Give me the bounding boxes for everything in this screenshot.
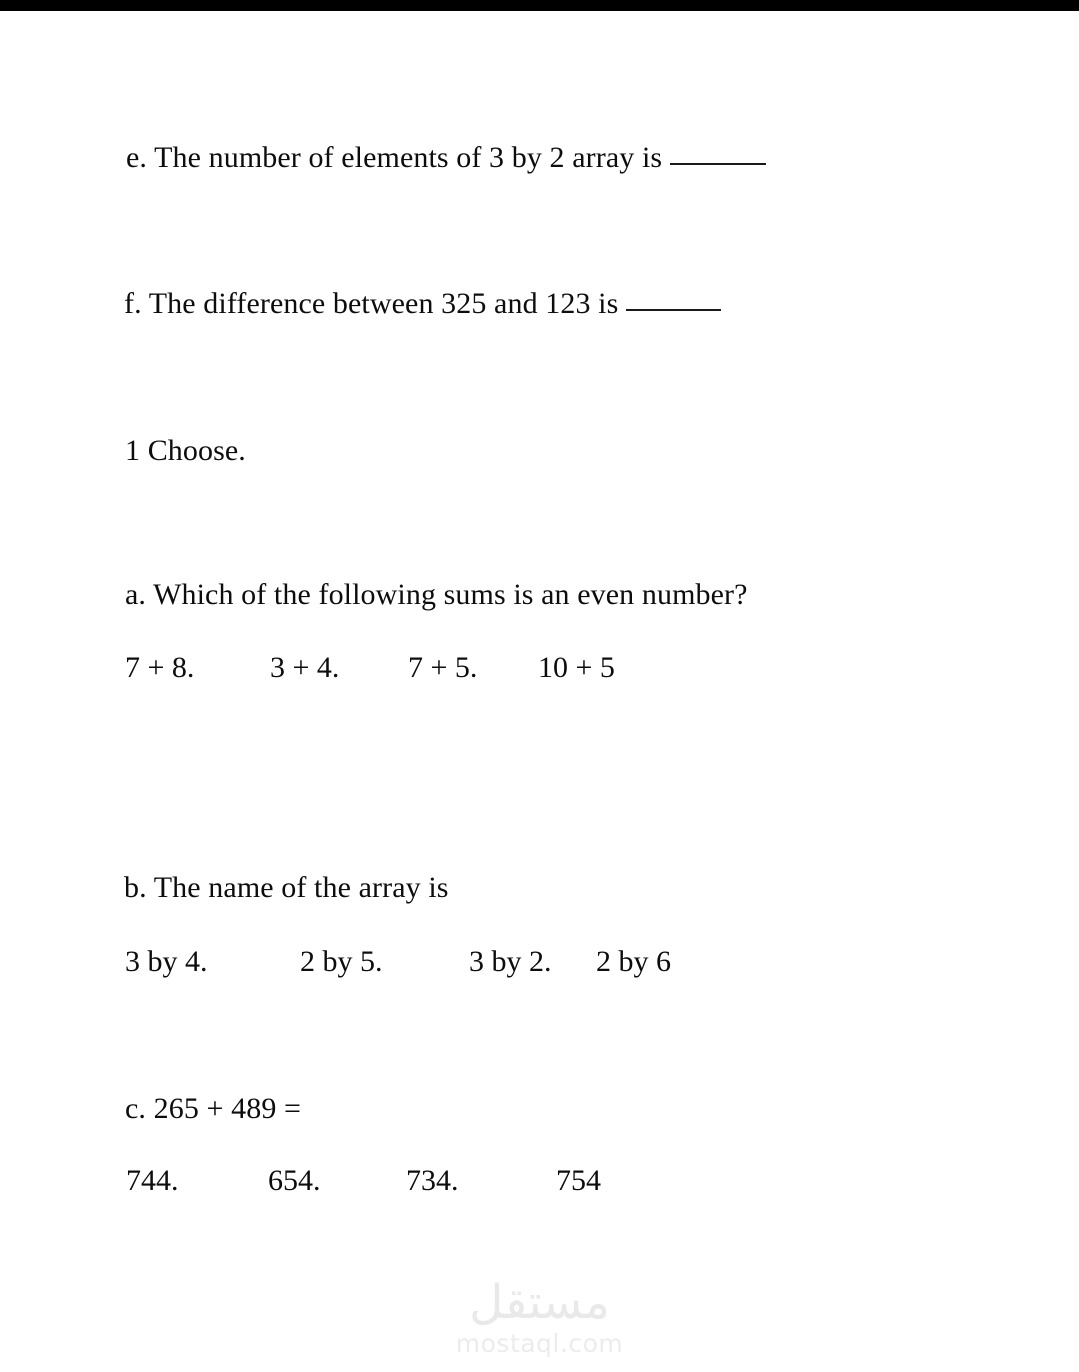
answer-blank-e[interactable]	[670, 163, 766, 165]
worksheet-page	[0, 11, 1079, 1372]
option-b-4[interactable]: 2 by 6	[596, 945, 671, 978]
section-heading: 1 Choose.	[125, 434, 246, 467]
option-c-4[interactable]: 754	[556, 1164, 601, 1197]
option-a-4[interactable]: 10 + 5	[538, 651, 615, 684]
option-a-1[interactable]: 7 + 8.	[125, 651, 195, 684]
watermark	[0, 1275, 1079, 1359]
watermark-domain-text: mostaql.com	[455, 1329, 624, 1358]
scan-edge-bar	[0, 0, 1079, 11]
question-f-text: f. The difference between 325 and 123 is	[124, 287, 619, 320]
question-e	[126, 141, 766, 176]
option-c-1[interactable]: 744.	[126, 1164, 179, 1197]
watermark-logo-text: مستقل	[469, 1275, 610, 1330]
question-f	[124, 287, 721, 322]
option-c-2[interactable]: 654.	[268, 1164, 321, 1197]
option-c-3[interactable]: 734.	[406, 1164, 459, 1197]
option-b-1[interactable]: 3 by 4.	[125, 945, 208, 978]
question-a-prompt: a. Which of the following sums is an even number?	[125, 578, 748, 611]
question-e-text: e. The number of elements of 3 by 2 array is	[126, 141, 663, 174]
question-b-prompt: b. The name of the array is	[124, 871, 449, 904]
question-c-prompt: c. 265 + 489 =	[125, 1092, 302, 1125]
option-a-2[interactable]: 3 + 4.	[270, 651, 340, 684]
option-b-3[interactable]: 3 by 2.	[469, 945, 552, 978]
answer-blank-f[interactable]	[626, 309, 721, 311]
option-a-3[interactable]: 7 + 5.	[408, 651, 478, 684]
option-b-2[interactable]: 2 by 5.	[300, 945, 383, 978]
